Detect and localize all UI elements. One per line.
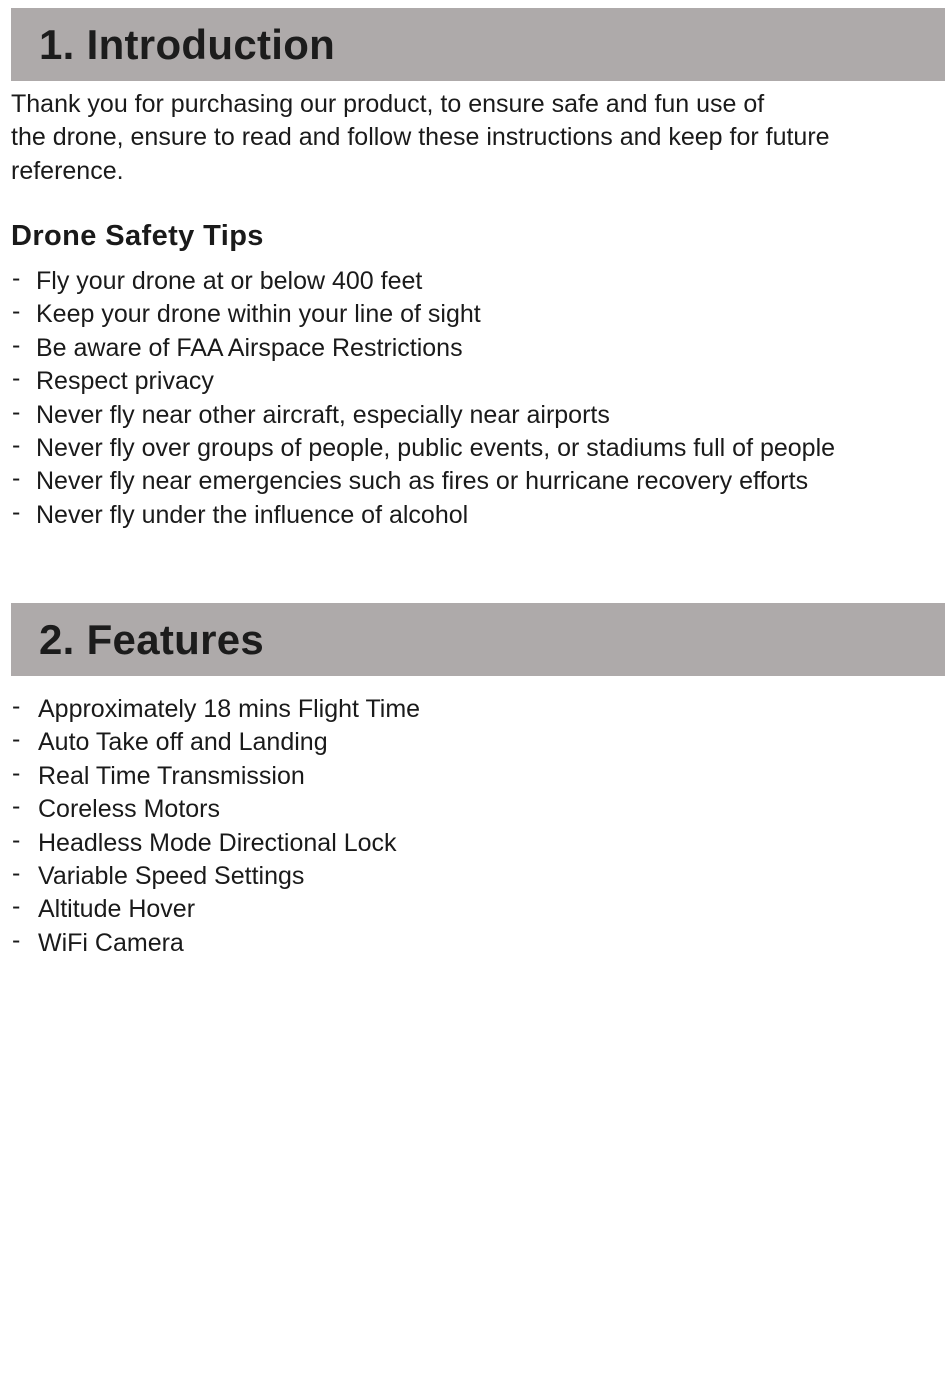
list-item (11, 827, 945, 860)
introduction-header-band (11, 8, 945, 81)
features-heading: 2. Features (39, 616, 265, 663)
list-item (11, 298, 945, 331)
dash-bullet: - (12, 464, 21, 493)
dash-bullet: - (12, 725, 21, 754)
introduction-line: Thank you for purchasing our product, to ensure safe and fun use of (11, 90, 765, 118)
dash-bullet: - (12, 330, 21, 359)
feature-text: Headless Mode Directional Lock (38, 828, 397, 857)
introduction-line: reference. (11, 156, 124, 185)
introduction-paragraph (11, 88, 941, 188)
safety-tip-text: Never fly over groups of people, public events, or stadiums full of people (36, 434, 836, 463)
list-item (11, 365, 945, 398)
feature-text: Auto Take off and Landing (38, 728, 328, 757)
list-item (11, 927, 945, 960)
list-item (11, 265, 945, 298)
safety-tips-title: Drone Safety Tips (11, 220, 264, 252)
features-list (11, 693, 945, 960)
introduction-heading: 1. Introduction (39, 21, 336, 68)
dash-bullet: - (12, 497, 21, 526)
dash-bullet: - (12, 758, 21, 787)
safety-tip-text: Never fly near emergencies such as fires or hurricane recovery efforts (36, 467, 809, 496)
list-item (11, 432, 945, 465)
dash-bullet: - (12, 431, 21, 460)
list-item (11, 499, 945, 532)
feature-text: Coreless Motors (38, 795, 220, 824)
list-item (11, 399, 945, 432)
list-item (11, 760, 945, 793)
safety-tip-text: Fly your drone at or below 400 feet (36, 267, 423, 295)
safety-tip-text: Respect privacy (36, 367, 214, 396)
feature-text: WiFi Camera (38, 928, 184, 957)
list-item (11, 860, 945, 893)
dash-bullet: - (12, 397, 21, 426)
safety-tip-text: Never fly near other aircraft, especially near airports (36, 400, 610, 429)
list-item (11, 465, 945, 498)
features-header-band (11, 603, 945, 676)
safety-tip-text: Keep your drone within your line of sight (36, 300, 481, 329)
dash-bullet: - (12, 364, 21, 393)
dash-bullet: - (12, 297, 21, 326)
safety-tip-text: Never fly under the influence of alcohol (36, 500, 469, 529)
safety-tips-list (11, 265, 945, 532)
list-item (11, 793, 945, 826)
feature-text: Variable Speed Settings (38, 862, 305, 891)
dash-bullet: - (12, 925, 21, 954)
dash-bullet: - (12, 692, 21, 720)
list-item (11, 726, 945, 759)
list-item (11, 893, 945, 926)
dash-bullet: - (12, 859, 21, 888)
feature-text: Real Time Transmission (38, 761, 305, 790)
dash-bullet: - (12, 825, 21, 854)
dash-bullet: - (12, 892, 21, 921)
dash-bullet: - (12, 792, 21, 821)
feature-text: Approximately 18 mins Flight Time (38, 695, 421, 723)
safety-tip-text: Be aware of FAA Airspace Restrictions (36, 333, 463, 362)
list-item (11, 332, 945, 365)
dash-bullet: - (12, 264, 21, 292)
feature-text: Altitude Hover (38, 895, 196, 924)
introduction-line: the drone, ensure to read and follow these instructions and keep for future (11, 123, 830, 152)
list-item (11, 693, 945, 726)
